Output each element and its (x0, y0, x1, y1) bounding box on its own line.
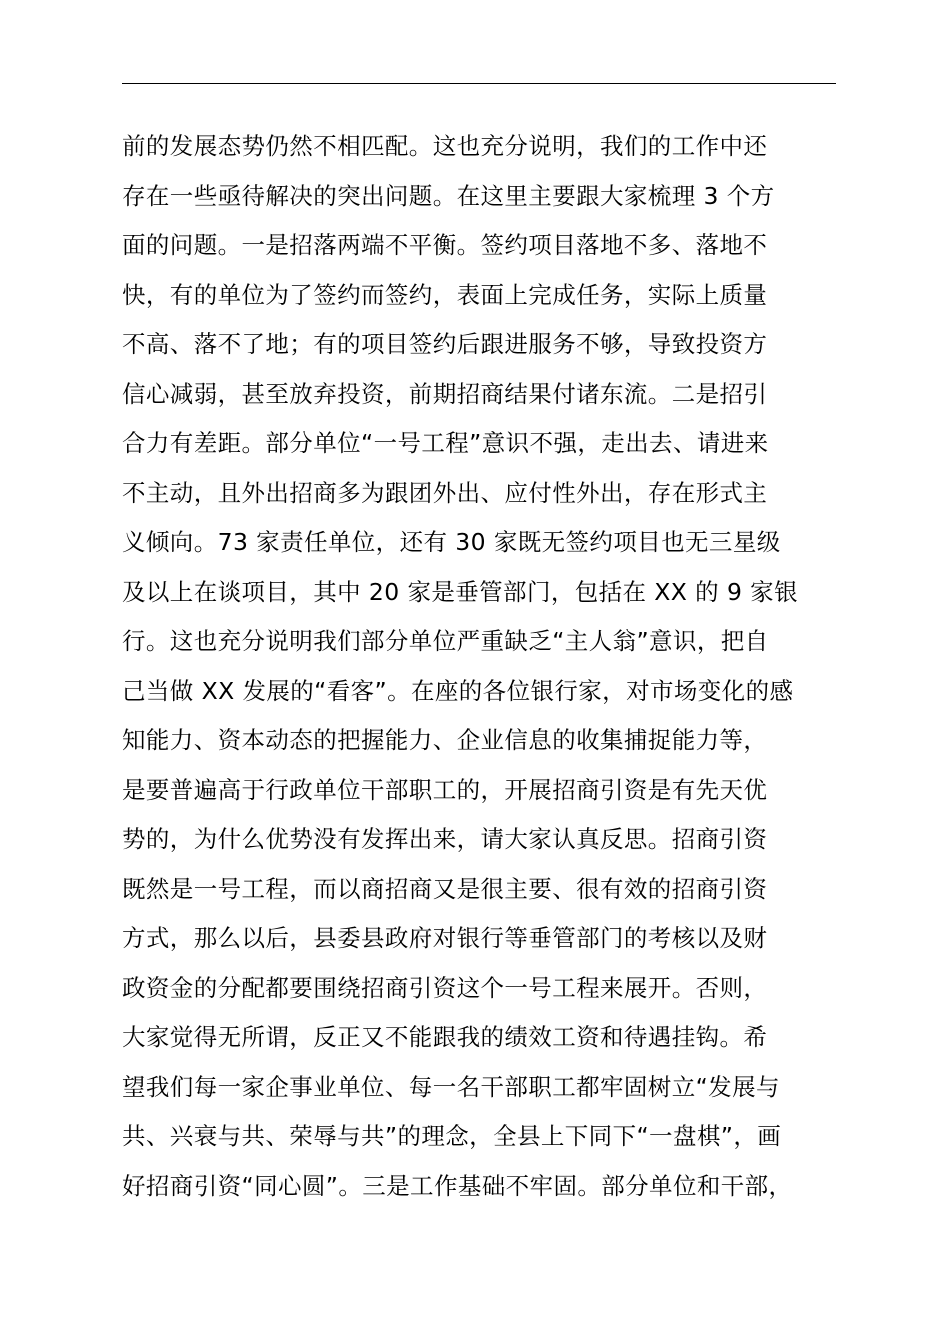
header-divider (122, 83, 836, 84)
text-line: 方式，那么以后，县委县政府对银行等垂管部门的考核以及财 (122, 924, 768, 952)
text-line: 快，有的单位为了签约而签约，表面上完成任务，实际上质量 (122, 280, 768, 309)
text-line: 大家觉得无所谓，反正又不能跟我的绩效工资和待遇挂钩。希 (122, 1023, 768, 1051)
body-paragraph (122, 122, 842, 1211)
text-line: 望我们每一家企事业单位、每一名干部职工都牢固树立“发展与 (122, 1072, 780, 1101)
text-line: 好招商引资“同心圆”。三是工作基础不牢固。部分单位和干部， (122, 1171, 793, 1200)
text-line: 不主动，且外出招商多为跟团外出、应付性外出，存在形式主 (122, 478, 768, 507)
text-line: 义倾向。73 家责任单位，还有 30 家既无签约项目也无三星级 (122, 528, 781, 556)
text-line: 既然是一号工程，而以商招商又是很主要、很有效的招商引资 (122, 874, 768, 903)
text-line: 是要普遍高于行政单位干部职工的，开展招商引资是有先天优 (122, 775, 768, 804)
text-line: 信心减弱，甚至放弃投资，前期招商结果付诸东流。二是招引 (122, 379, 768, 408)
text-line: 政资金的分配都要围绕招商引资这个一号工程来展开。否则， (122, 973, 768, 1002)
text-line: 面的问题。一是招落两端不平衡。签约项目落地不多、落地不 (122, 231, 768, 259)
text-line: 及以上在谈项目，其中 20 家是垂管部门，包括在 XX 的 9 家银 (122, 577, 798, 606)
text-line: 知能力、资本动态的把握能力、企业信息的收集捕捉能力等， (122, 726, 768, 754)
text-line: 共、兴衰与共、荣辱与共”的理念，全县上下同下“一盘棋”，画 (122, 1122, 782, 1150)
text-line: 势的，为什么优势没有发挥出来，请大家认真反思。招商引资 (122, 825, 768, 853)
text-line: 存在一些亟待解决的突出问题。在这里主要跟大家梳理 3 个方 (122, 181, 775, 210)
text-line: 合力有差距。部分单位“一号工程”意识不强，走出去、请进来 (122, 429, 769, 457)
text-line: 不高、落不了地；有的项目签约后跟进服务不够，导致投资方 (122, 330, 768, 358)
text-line: 行。这也充分说明我们部分单位严重缺乏“主人翁”意识，把自 (122, 627, 769, 655)
text-line: 前的发展态势仍然不相匹配。这也充分说明，我们的工作中还 (122, 132, 768, 160)
text-line: 己当做 XX 发展的“看客”。在座的各位银行家，对市场变化的感 (122, 676, 794, 705)
